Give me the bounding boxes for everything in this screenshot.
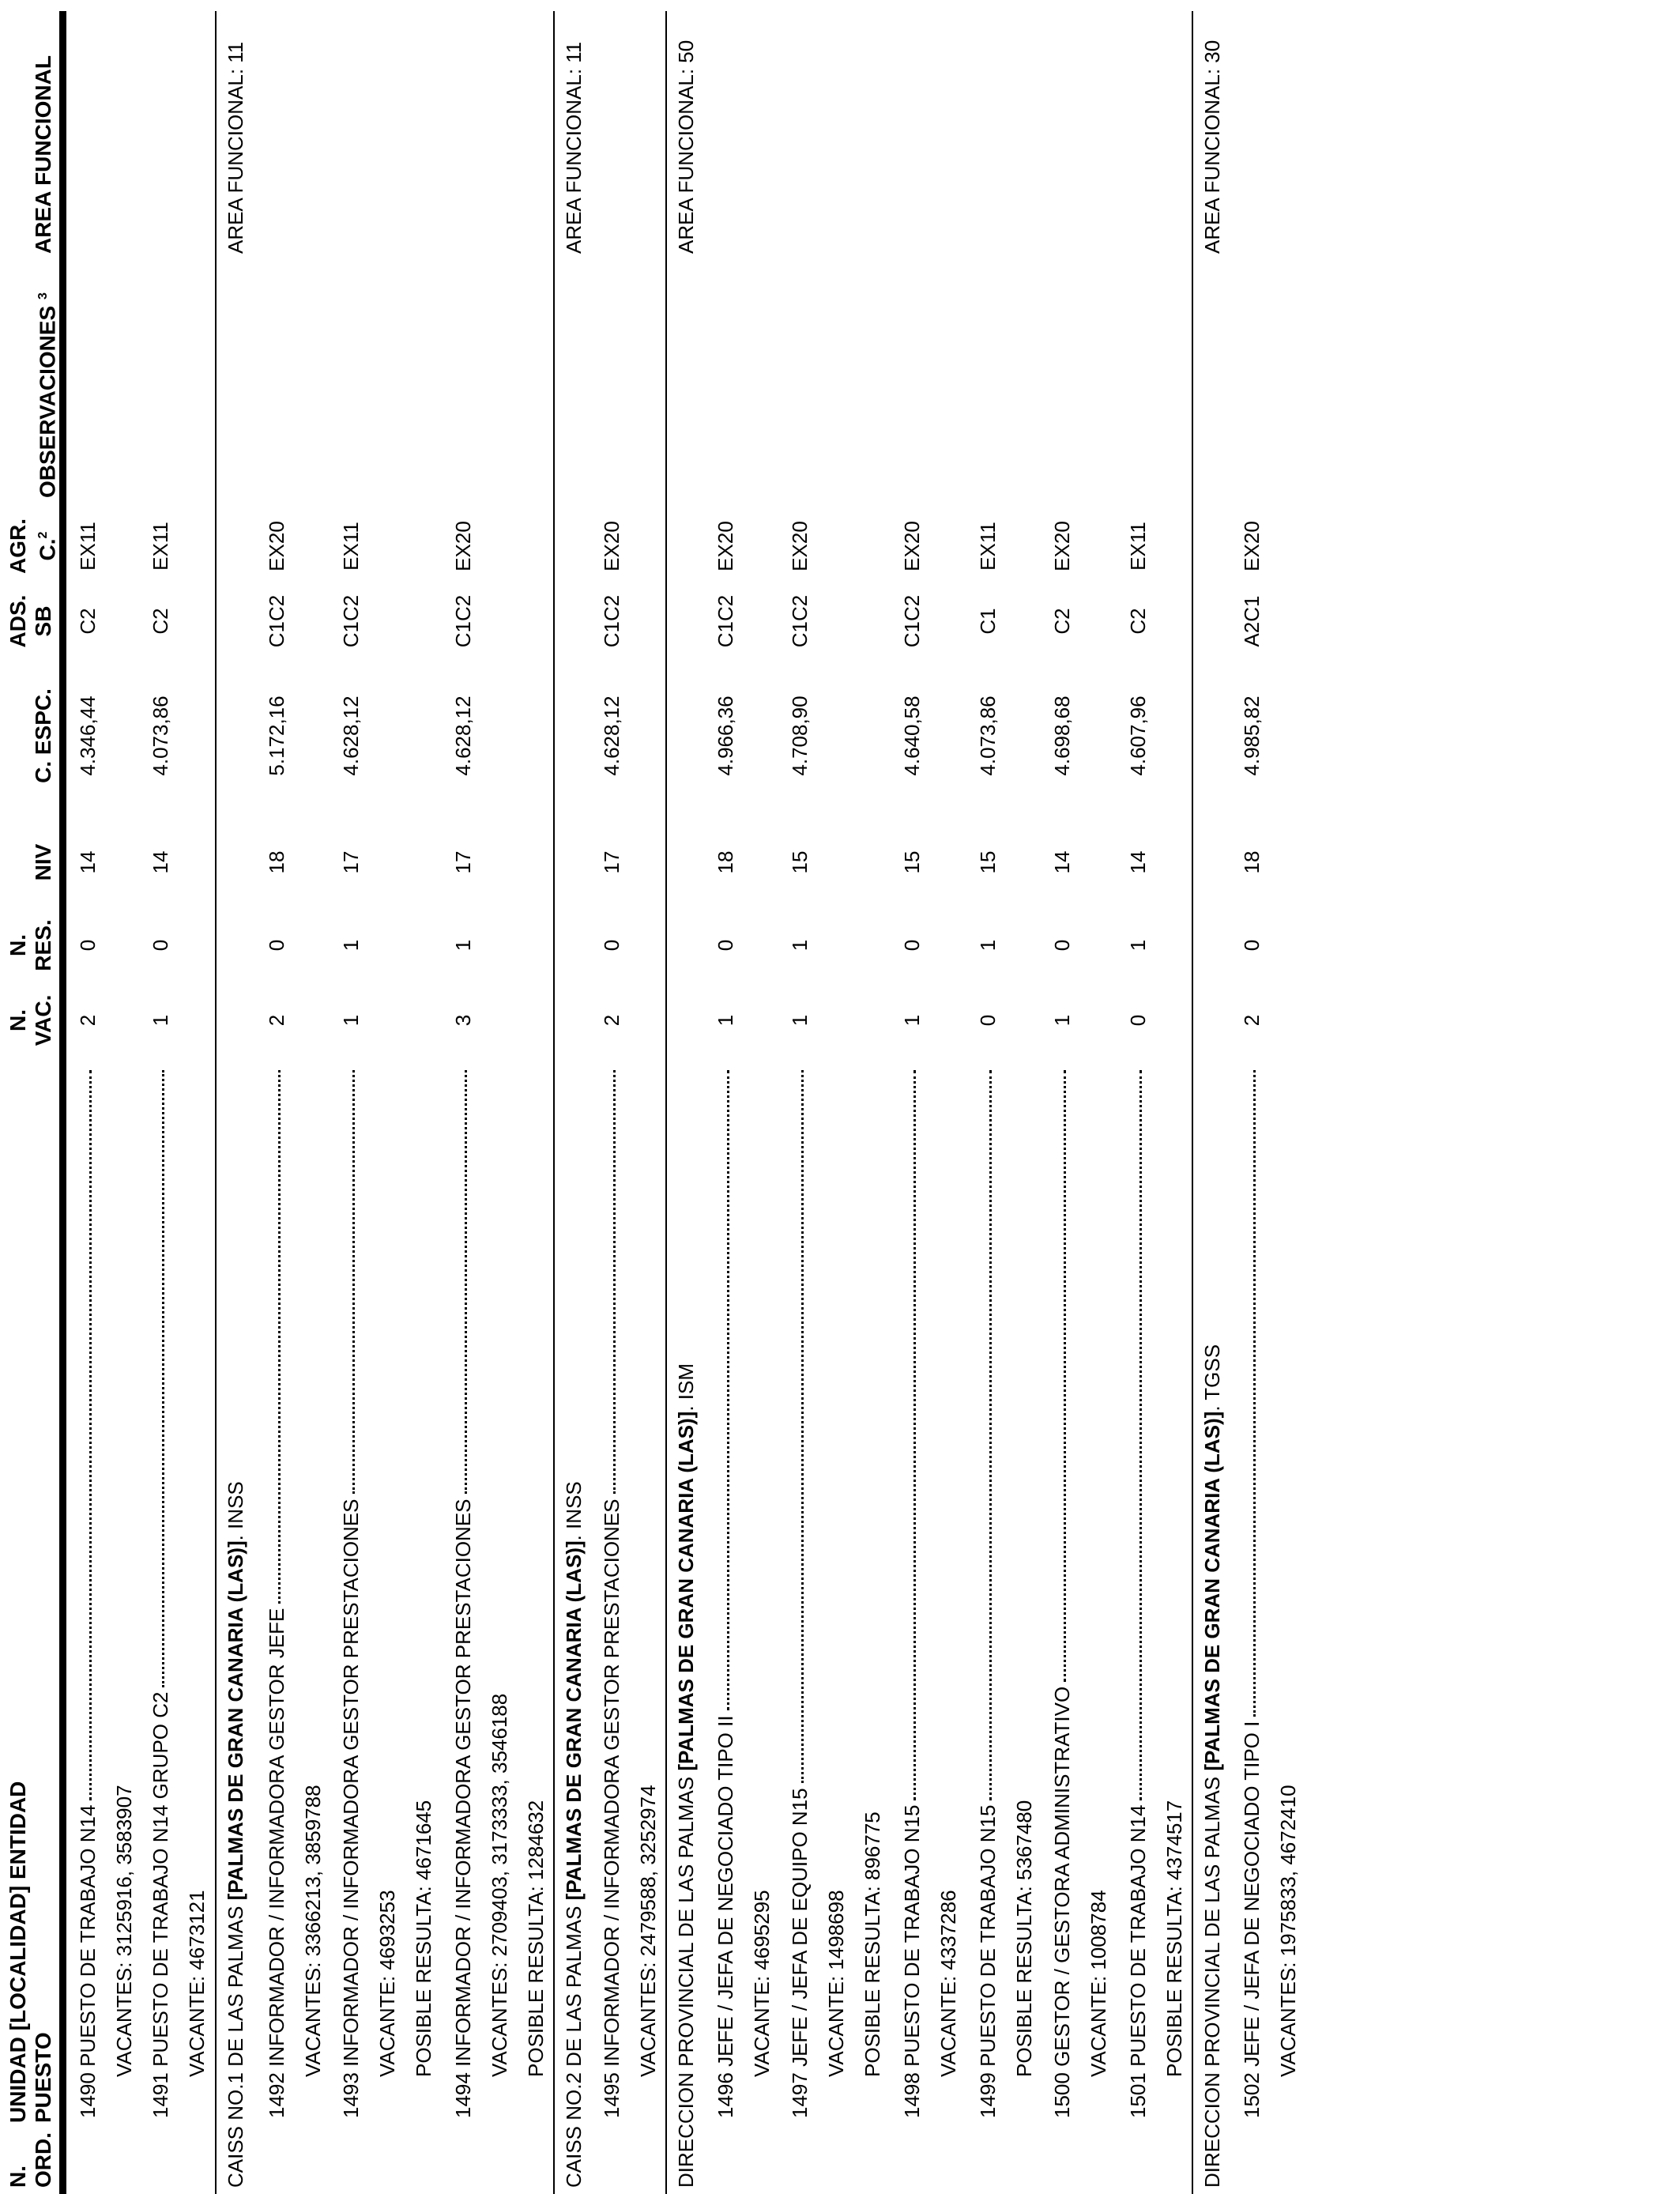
row-1493-resulta: POSIBLE RESULTA: 4671645: [412, 1800, 435, 2077]
row-1492-res: 0: [265, 939, 288, 952]
row-1500-niv: 14: [1050, 850, 1074, 874]
row-1497-espc: 4.708,90: [788, 696, 812, 776]
row-1502-vacantes: VACANTES: 1975833, 4672410: [1276, 1785, 1300, 2077]
row-1490-vacantes: VACANTES: 3125916, 3583907: [112, 1785, 136, 2077]
row-1502-niv: 18: [1240, 850, 1264, 874]
row-1498-niv: 15: [900, 850, 924, 874]
row-1501-vac: 0: [1126, 1014, 1150, 1027]
header-rule: [59, 11, 66, 2194]
row-1500-vac: 1: [1050, 1014, 1074, 1027]
row-1502-res: 0: [1240, 939, 1264, 952]
row-1500-agr: EX20: [1050, 521, 1074, 571]
row-1491-ads: C2: [149, 608, 172, 635]
row-1496-vac: 1: [714, 1014, 737, 1027]
row-1500-res: 0: [1050, 939, 1074, 952]
row-1501-espc: 4.607,96: [1126, 696, 1150, 776]
row-1490-niv: 14: [76, 850, 100, 874]
row-1490-name: 1490 PUESTO DE TRABAJO N14: [77, 1067, 99, 2118]
row-1502-vac: 2: [1240, 1014, 1264, 1027]
row-1498-name: 1498 PUESTO DE TRABAJO N15: [901, 1067, 923, 2118]
row-1498-vacante: VACANTE: 4337286: [936, 1890, 960, 2077]
row-1495-res: 0: [600, 939, 623, 952]
row-1494-agr: EX20: [451, 521, 475, 571]
row-1496-name: 1496 JEFE / JEFA DE NEGOCIADO TIPO II: [714, 1067, 736, 2118]
row-1500-name: 1500 GESTOR / GESTORA ADMINISTRATIVO: [1051, 1067, 1073, 2118]
row-1495-agr: EX20: [600, 521, 623, 571]
header-ads-2: SB: [31, 605, 55, 637]
row-1501-res: 1: [1126, 939, 1150, 952]
header-niv: NIV: [31, 843, 55, 881]
row-1493-vac: 1: [339, 1014, 363, 1027]
row-1496-agr: EX20: [714, 521, 737, 571]
row-1501-name: 1501 PUESTO DE TRABAJO N14: [1127, 1067, 1149, 2118]
row-1495-niv: 17: [600, 850, 623, 874]
row-1491-name: 1491 PUESTO DE TRABAJO N14 GRUPO C2: [149, 1067, 171, 2118]
row-1492-niv: 18: [265, 850, 288, 874]
row-1495-vacantes: VACANTES: 2479588, 3252974: [636, 1785, 660, 2077]
row-1500-vacante: VACANTE: 1008784: [1087, 1890, 1110, 2077]
row-1490-res: 0: [76, 939, 100, 952]
row-1494-espc: 4.628,12: [451, 696, 475, 776]
row-1496-res: 0: [714, 939, 737, 952]
unit-dp-ism-area: AREA FUNCIONAL: 50: [674, 40, 698, 254]
header-nvac-1: N.: [6, 1009, 30, 1031]
header-ads-1: ADS.: [6, 594, 30, 648]
row-1490-agr: EX11: [76, 522, 100, 571]
row-1499-ads: C1: [976, 608, 1000, 635]
row-1499-res: 1: [976, 939, 1000, 952]
row-1500-ads: C2: [1050, 608, 1074, 635]
unit-caiss-1: CAISS NO.1 DE LAS PALMAS [PALMAS DE GRAN CANARIA (LAS)]. INSS: [224, 1481, 247, 2188]
row-1492-espc: 5.172,16: [265, 696, 288, 776]
row-1494-vac: 3: [451, 1014, 475, 1027]
row-1491-espc: 4.073,86: [149, 696, 172, 776]
row-1493-espc: 4.628,12: [339, 696, 363, 776]
row-1497-vac: 1: [788, 1014, 812, 1027]
row-1498-res: 0: [900, 939, 924, 952]
row-1495-name: 1495 INFORMADOR / INFORMADORA GESTOR PRESTACIONES: [601, 1067, 623, 2118]
header-unidad: UNIDAD [LOCALIDAD] ENTIDAD: [6, 1781, 30, 2123]
row-1499-niv: 15: [976, 850, 1000, 874]
row-1491-agr: EX11: [149, 522, 172, 571]
row-1499-vac: 0: [976, 1014, 1000, 1027]
header-agr-2: C.$^2$: [35, 531, 60, 561]
row-1493-name: 1493 INFORMADOR / INFORMADORA GESTOR PRESTACIONES: [340, 1067, 362, 2118]
unit-dp-tgss: DIRECCION PROVINCIAL DE LAS PALMAS [PALMAS DE GRAN CANARIA (LAS)]. TGSS: [1200, 1344, 1224, 2188]
row-1491-niv: 14: [149, 850, 172, 874]
row-1499-espc: 4.073,86: [976, 696, 1000, 776]
section-rule-2: [553, 11, 555, 2194]
row-1497-niv: 15: [788, 850, 812, 874]
row-1499-agr: EX11: [976, 522, 1000, 571]
row-1496-vacante: VACANTE: 4695295: [750, 1890, 774, 2077]
row-1498-espc: 4.640,58: [900, 696, 924, 776]
row-1492-agr: EX20: [265, 521, 288, 571]
unit-caiss-2: CAISS NO.2 DE LAS PALMAS [PALMAS DE GRAN CANARIA (LAS)]. INSS: [562, 1481, 586, 2188]
row-1498-ads: C1C2: [900, 594, 924, 648]
row-1502-name: 1502 JEFE / JEFA DE NEGOCIADO TIPO I: [1241, 1067, 1263, 2118]
row-1492-vacantes: VACANTES: 3366213, 3859788: [301, 1785, 325, 2077]
row-1494-resulta: POSIBLE RESULTA: 1284632: [524, 1800, 548, 2077]
header-n: N.: [6, 2166, 30, 2188]
row-1502-ads: A2C1: [1240, 595, 1264, 647]
row-1501-niv: 14: [1126, 850, 1150, 874]
row-1493-niv: 17: [339, 850, 363, 874]
row-1497-res: 1: [788, 939, 812, 952]
row-1497-vacante: VACANTE: 1498698: [824, 1890, 848, 2077]
row-1496-niv: 18: [714, 850, 737, 874]
header-nres-1: N.: [6, 934, 30, 956]
row-1493-vacante: VACANTE: 4693253: [375, 1890, 399, 2077]
section-rule-4: [1192, 11, 1193, 2194]
unit-caiss-1-area: AREA FUNCIONAL: 11: [224, 41, 247, 254]
row-1501-resulta: POSIBLE RESULTA: 4374517: [1162, 1800, 1186, 2077]
row-1492-name: 1492 INFORMADOR / INFORMADORA GESTOR JEFE: [266, 1067, 288, 2118]
row-1495-vac: 2: [600, 1014, 623, 1027]
row-1490-espc: 4.346,44: [76, 696, 100, 776]
row-1501-ads: C2: [1126, 608, 1150, 635]
row-1491-res: 0: [149, 939, 172, 952]
row-1491-vac: 1: [149, 1014, 172, 1027]
row-1493-ads: C1C2: [339, 594, 363, 648]
row-1492-ads: C1C2: [265, 594, 288, 648]
row-1497-ads: C1C2: [788, 594, 812, 648]
row-1498-vac: 1: [900, 1014, 924, 1027]
header-nvac-2: VAC.: [31, 994, 55, 1046]
header-c-espc: C. ESPC.: [31, 688, 55, 783]
row-1492-vac: 2: [265, 1014, 288, 1027]
row-1499-resulta: POSIBLE RESULTA: 5367480: [1012, 1800, 1036, 2077]
header-area-funcional: AREA FUNCIONAL: [31, 55, 55, 254]
section-rule-1: [215, 11, 217, 2194]
header-observaciones: OBSERVACIONES $^3$: [35, 292, 60, 498]
row-1494-ads: C1C2: [451, 594, 475, 648]
row-1494-name: 1494 INFORMADOR / INFORMADORA GESTOR PRESTACIONES: [452, 1067, 474, 2118]
row-1493-agr: EX11: [339, 522, 363, 571]
row-1497-resulta: POSIBLE RESULTA: 896775: [861, 1811, 884, 2077]
row-1494-res: 1: [451, 939, 475, 952]
row-1497-name: 1497 JEFE / JEFA DE EQUIPO N15: [789, 1067, 811, 2118]
row-1502-espc: 4.985,82: [1240, 696, 1264, 776]
header-ord: ORD.: [31, 2132, 55, 2188]
row-1495-espc: 4.628,12: [600, 696, 623, 776]
unit-dp-ism: DIRECCION PROVINCIAL DE LAS PALMAS [PALMAS DE GRAN CANARIA (LAS)]. ISM: [674, 1363, 698, 2188]
row-1496-espc: 4.966,36: [714, 696, 737, 776]
header-nres-2: RES.: [31, 919, 55, 971]
section-rule-3: [665, 11, 667, 2194]
row-1499-name: 1499 PUESTO DE TRABAJO N15: [977, 1067, 999, 2118]
row-1494-niv: 17: [451, 850, 475, 874]
header-agr-1: AGR.: [6, 518, 30, 574]
header-puesto: PUESTO: [31, 2032, 55, 2123]
row-1501-agr: EX11: [1126, 522, 1150, 571]
row-1490-vac: 2: [76, 1014, 100, 1027]
row-1498-agr: EX20: [900, 521, 924, 571]
row-1493-res: 1: [339, 939, 363, 952]
unit-caiss-2-area: AREA FUNCIONAL: 11: [562, 41, 586, 254]
row-1497-agr: EX20: [788, 521, 812, 571]
row-1494-vacantes: VACANTES: 2709403, 3173333, 3546188: [488, 1693, 511, 2077]
row-1500-espc: 4.698,68: [1050, 696, 1074, 776]
row-1495-ads: C1C2: [600, 594, 623, 648]
row-1502-agr: EX20: [1240, 521, 1264, 571]
row-1490-ads: C2: [76, 608, 100, 635]
unit-dp-tgss-area: AREA FUNCIONAL: 30: [1200, 40, 1224, 254]
row-1496-ads: C1C2: [714, 594, 737, 648]
row-1491-vacante: VACANTE: 4673121: [185, 1890, 209, 2077]
